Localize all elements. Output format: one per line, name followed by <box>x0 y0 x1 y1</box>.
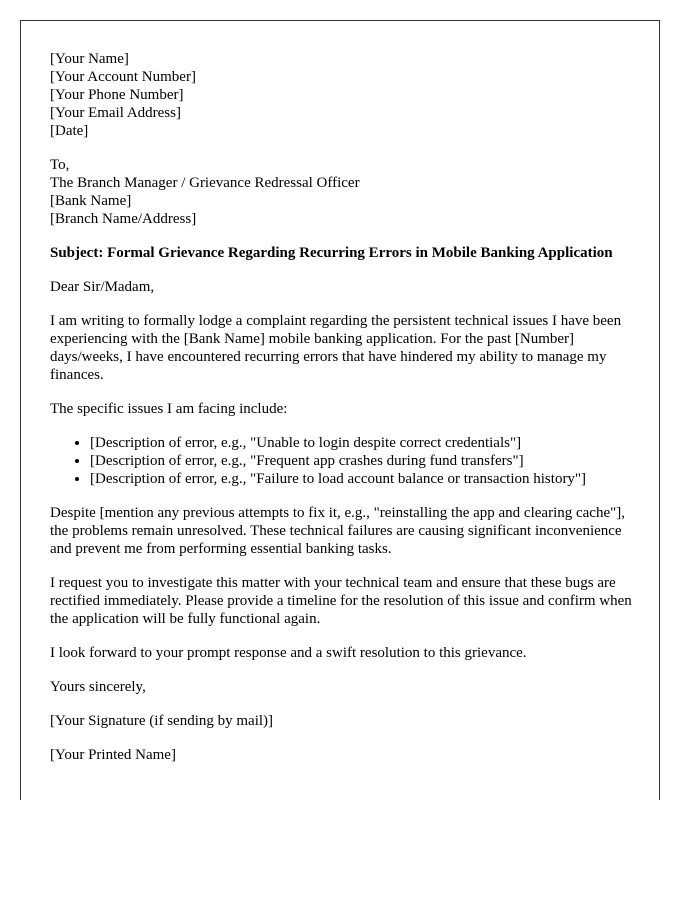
recipient-branch: [Branch Name/Address] <box>50 211 197 227</box>
closing-paragraph: I look forward to your prompt response and a swift resolution to this grievance. <box>50 645 527 661</box>
letter-date: [Date] <box>50 123 89 139</box>
sender-name: [Your Name] <box>50 51 129 67</box>
recipient-bank-name: [Bank Name] <box>50 193 132 209</box>
salutation: Dear Sir/Madam, <box>50 279 155 295</box>
intro-paragraph: I am writing to formally lodge a complaint regarding the persistent technical issues I have been experiencing with the [Bank Name] mobile banking application. For the past [Number] days/weeks, I have encountered recurring errors that have hindered my ability to manage my finances. <box>50 313 622 383</box>
valediction: Yours sincerely, <box>50 679 146 695</box>
signature-placeholder: [Your Signature (if sending by mail)] <box>50 713 274 729</box>
request-paragraph: I request you to investigate this matter with your technical team and ensure that these bugs are rectified immediately. Please provide a timeline for the resolution of this issue and confirm when the application will be fully functional again. <box>50 575 632 627</box>
sender-account-number: [Your Account Number] <box>50 69 196 85</box>
despite-paragraph: Despite [mention any previous attempts to fix it, e.g., "reinstalling the app and clearing cache"], the problems remain unresolved. These technical failures are causing significant inconvenience and prevent me from performing essential banking tasks. <box>50 505 625 557</box>
sender-email: [Your Email Address] <box>50 105 181 121</box>
list-item: • [Description of error, e.g., "Frequent app crashes during fund transfers"] <box>90 452 640 470</box>
printed-name-placeholder: [Your Printed Name] <box>50 747 176 763</box>
list-item: • [Description of error, e.g., "Failure to load account balance or transaction history"] <box>90 470 640 488</box>
sender-phone: [Your Phone Number] <box>50 87 184 103</box>
letter-content <box>50 50 640 780</box>
recipient-to: To, <box>50 157 70 173</box>
list-item: • [Description of error, e.g., "Unable to login despite correct credentials"] <box>90 434 640 452</box>
letter-subject: Subject: Formal Grievance Regarding Recurring Errors in Mobile Banking Application <box>50 245 613 261</box>
issues-list <box>50 434 640 488</box>
letter-page <box>20 20 660 800</box>
recipient-block <box>50 156 640 228</box>
sender-block <box>50 50 640 140</box>
issues-lead-paragraph: The specific issues I am facing include: <box>50 401 288 417</box>
recipient-title: The Branch Manager / Grievance Redressal Officer <box>50 175 360 191</box>
